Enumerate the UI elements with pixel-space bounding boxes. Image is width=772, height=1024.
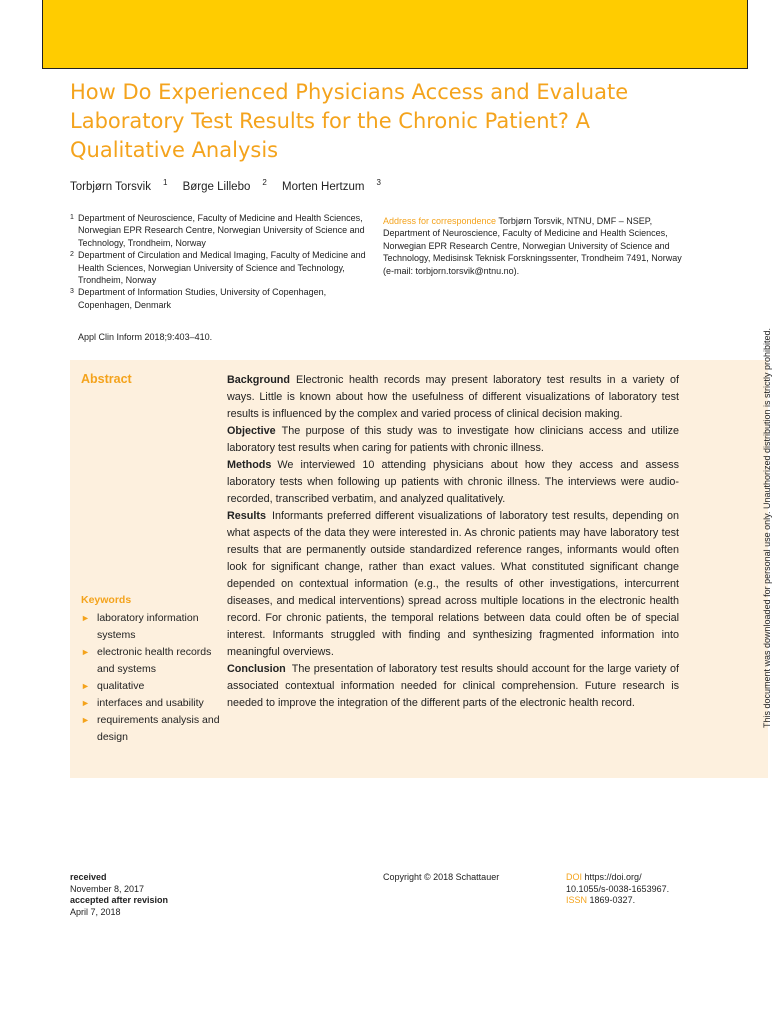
author-affil-sup: 2 [262,178,267,187]
author [182,178,267,193]
abstract-heading: Abstract [81,372,132,386]
section-heading: Results [227,510,267,522]
download-notice: This document was downloaded for personal use only. Unauthorized distribution is strictly prohibited. [762,327,772,728]
abstract-section-conclusion [227,661,679,712]
section-heading: Methods [227,459,272,471]
doi-label: DOI [566,872,583,882]
author-affil-sup: 3 [376,178,381,187]
citation: Appl Clin Inform 2018;9:403–410. [78,332,213,342]
author [70,178,168,193]
header-banner [42,0,748,69]
correspondence-label: Address for correspondence [383,216,497,226]
doi-issn [566,872,669,907]
affiliations [70,212,370,311]
author-name: Morten Hertzum [282,180,365,193]
arrow-right-icon: ► [81,613,90,623]
author-affil-sup: 1 [162,178,168,187]
received-date: November 8, 2017 [70,883,145,894]
arrow-right-icon: ► [81,647,90,657]
doi-link[interactable]: https://doi.org/ [584,872,642,882]
section-heading: Conclusion [227,663,286,675]
abstract-section-methods [227,457,679,508]
issn-label: ISSN [566,895,588,906]
affiliation-item [70,212,370,249]
affiliation-number: 3 [70,288,74,296]
correspondence-text: Torbjørn Torsvik, NTNU, DMF – NSEP, Department of Neuroscience, Faculty of Medicine and Health Sciences, Norwegian EPR Research Centre, Norwegian University of Science and Technology, Medisinsk Teknisk Forskningssenter, Trondheim 7491, Norway (e-mail: torbjorn.torsvik@ntnu.no). [383,216,682,276]
keywords-heading: Keywords [81,594,132,606]
affiliation-item [70,286,370,311]
keyword-text: requirements analysis and design [97,714,220,743]
author-list [70,178,393,193]
copyright: Copyright © 2018 Schattauer [383,872,500,882]
article-title: How Do Experienced Physicians Access and Evaluate Laboratory Test Results for the Chronic Patient? A Qualitative Analysis [70,80,629,162]
keyword-text: qualitative [97,680,145,692]
section-text: Informants preferred different visualizations of laboratory test results, depending on what aspects of the data they were interested in. As chronic patients may have laboratory test results that are permanently outside standardized reference ranges, informants would often look for significant change, rather than exact values. What constituted significant change depended on contextual information (e.g., the results of other investigations, intercurrent diseases, and medical interventions) spread across multiple locations in the electronic health record. For chronic patients, the temporal relations between data could often be of special interest. Informants struggled with finding and synthesizing fragmented information into meaningful overviews. [227,510,679,658]
issn-value: 1869-0327. [589,895,636,906]
doi-link-cont[interactable]: 10.1055/s-0038-1653967. [566,883,670,894]
keyword-item [81,644,221,678]
author [282,178,381,193]
keyword-item [81,712,221,746]
affiliation-item [70,249,370,286]
author-name: Børge Lillebo [182,180,251,193]
arrow-right-icon: ► [81,698,90,708]
section-text: The presentation of laboratory test results should account for the large variety of associated contextual information needed for clinical comprehension. Future research is needed to improve the integration of the different parts of the electronic health record. [227,663,679,709]
keyword-text: electronic health records and systems [97,646,212,675]
accepted-label: accepted after revision [70,895,169,906]
affiliation-number: 1 [70,214,74,221]
accepted-date: April 7, 2018 [70,907,121,918]
correspondence-address [383,215,683,277]
affiliation-text: Department of Circulation and Medical Imaging, Faculty of Medicine and Health Sciences, Norwegian University of Science and Technology, Trondheim, Norway [78,250,366,286]
keyword-item [81,678,221,695]
affiliation-text: Department of Neuroscience, Faculty of Medicine and Health Sciences, Norwegian EPR Research Centre, Norwegian University of Science and Technology, Trondheim, Norway [78,213,365,248]
affiliation-number: 2 [70,251,74,259]
abstract-panel [70,360,768,778]
section-text: We interviewed 10 attending physicians about how they access and assess laboratory tests when following up patients with chronic illness. The interviews were audio-recorded, transcribed verbatim, and analyzed qualitatively. [227,459,679,505]
abstract-section-results [227,508,679,661]
publication-dates [70,872,168,919]
keyword-item [81,610,221,644]
received-label: received [70,872,107,882]
arrow-right-icon: ► [81,715,90,725]
abstract-body [227,372,679,712]
section-text: The purpose of this study was to investigate how clinicians access and utilize laboratory test results when caring for patients with chronic illness. [227,425,679,454]
section-heading: Background [227,374,290,386]
keywords-list [81,610,221,746]
author-name: Torbjørn Torsvik [70,180,151,193]
keyword-text: laboratory information systems [97,612,199,641]
keyword-text: interfaces and usability [97,697,204,709]
section-text: Electronic health records may present laboratory test results in a variety of ways. Little is known about how the usefulness of different visualizations of laboratory test results is influenced by the complex and varied process of clinical decision making. [227,374,679,420]
arrow-right-icon: ► [81,681,90,691]
abstract-section-objective [227,423,679,457]
abstract-section-background [227,372,679,423]
affiliation-text: Department of Information Studies, University of Copenhagen, Copenhagen, Denmark [78,287,327,310]
keyword-item [81,695,221,712]
section-heading: Objective [227,425,276,437]
